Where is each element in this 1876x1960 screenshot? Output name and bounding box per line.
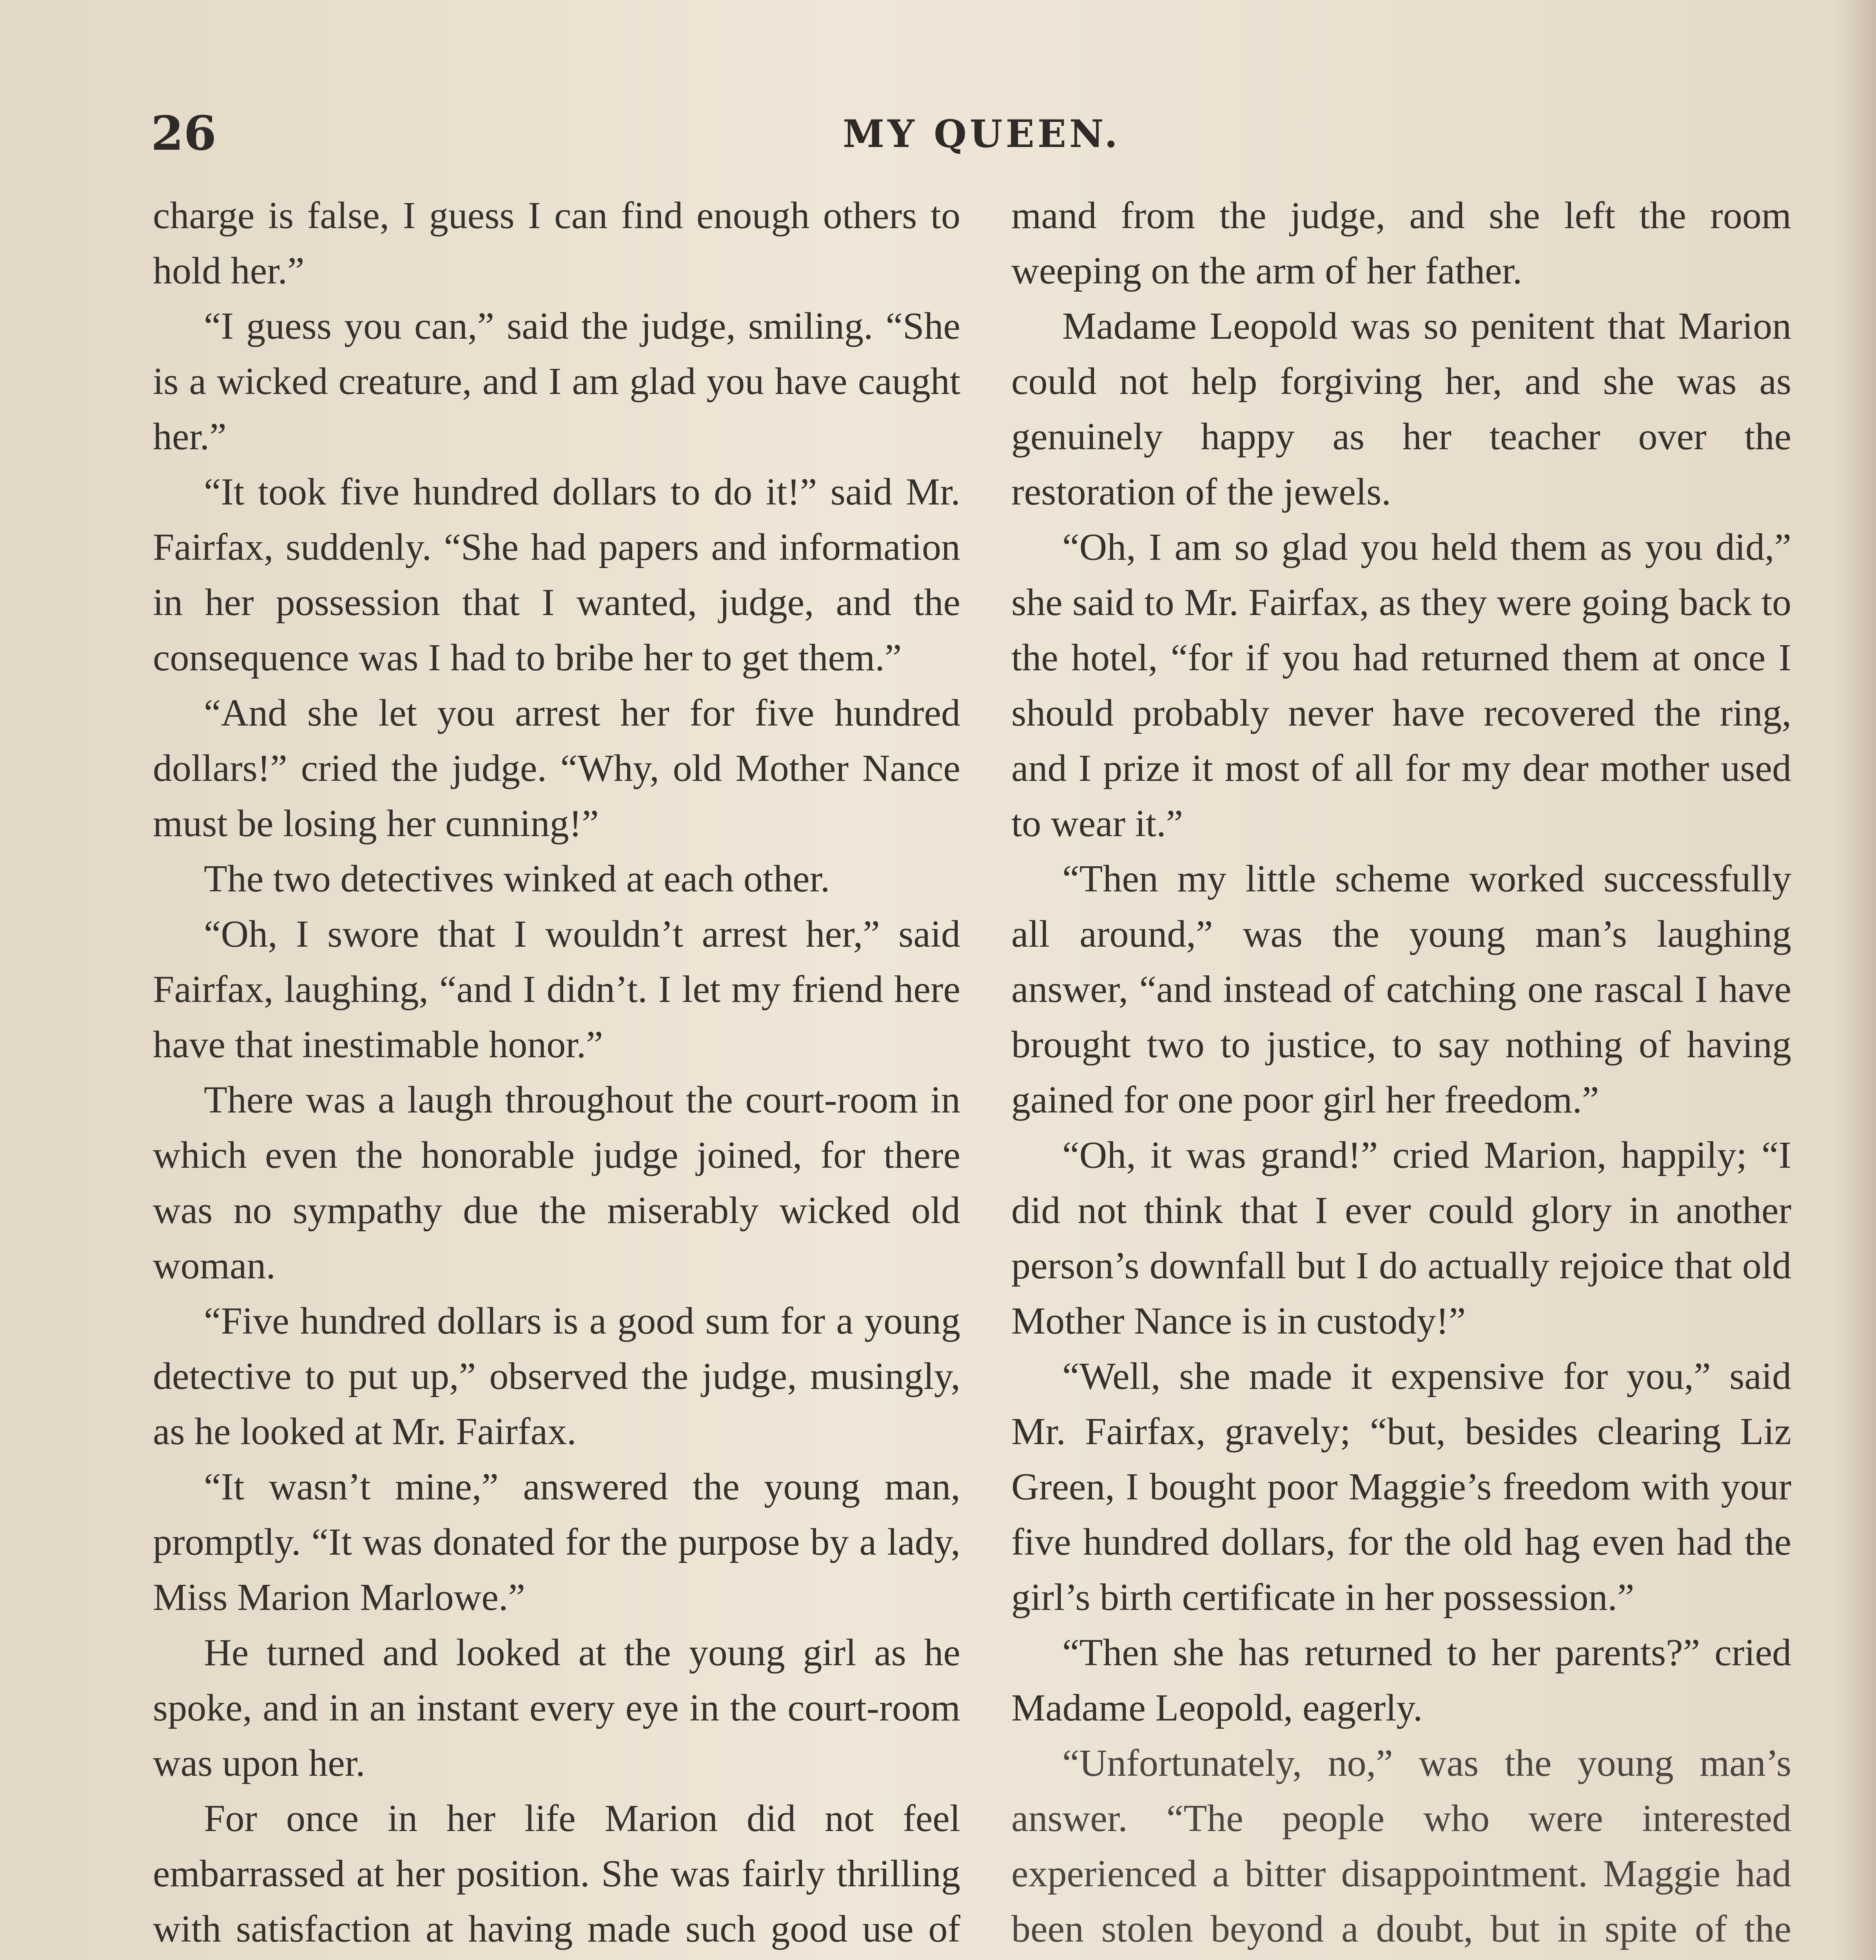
paragraph: “I guess you can,” said the judge, smiling. “She is a wicked creature, and I am glad you have caught her.” <box>153 305 960 458</box>
paragraph: “Then she has returned to her parents?” cried Madame Leopold, eagerly. <box>1011 1632 1791 1729</box>
page-number: 26 <box>151 106 216 161</box>
running-title: MY QUEEN. <box>843 112 1121 156</box>
page-edge-shadow <box>1837 0 1876 1960</box>
left-column <box>153 188 960 1960</box>
paragraph: There was a laugh throughout the court-room in which even the honorable judge joined, for there was no sympathy due the miserably wicked old woman. <box>153 1079 960 1287</box>
paragraph: He turned and looked at the young girl as he spoke, and in an instant every eye in the court-room was upon her. <box>153 1632 960 1784</box>
paragraph: “Then my little scheme worked successfully all around,” was the young man’s laughing answer, “and instead of catching one rascal I have brought two to justice, to say nothing of having gained for one poor girl her freedom.” <box>1011 858 1791 1121</box>
paragraph: charge is false, I guess I can find enough others to hold her.” <box>153 194 960 292</box>
paragraph: “And she let you arrest her for five hundred dollars!” cried the judge. “Why, old Mother Nance must be losing her cunning!” <box>153 692 960 845</box>
paragraph: “Oh, it was grand!” cried Marion, happily; “I did not think that I ever could glory in another person’s downfall but I do actually rejoice that old Mother Nance is in custody!” <box>1011 1134 1791 1342</box>
paragraph: “It took five hundred dollars to do it!” said Mr. Fairfax, suddenly. “She had papers and information in her possession that I wanted, judge, and the consequence was I had to bribe her to get them.” <box>153 471 960 679</box>
paragraph: mand from the judge, and she left the room weeping on the arm of her father. <box>1011 194 1791 292</box>
paragraph: “Well, she made it expensive for you,” said Mr. Fairfax, gravely; “but, besides clearing Liz Green, I bought poor Maggie’s freedom with your five hundred dollars, for the old hag even had the girl’s birth certificate in her possession.” <box>1011 1355 1791 1619</box>
paragraph: “Oh, I swore that I wouldn’t arrest her,” said Fairfax, laughing, “and I didn’t. I let my friend here have that inestimable honor.” <box>153 913 960 1066</box>
right-column <box>1011 188 1791 1960</box>
paragraph: “It wasn’t mine,” answered the young man, promptly. “It was donated for the purpose by a lady, Miss Marion Marlowe.” <box>153 1466 960 1619</box>
paragraph: “Five hundred dollars is a good sum for a young detective to put up,” observed the judge, musingly, as he looked at Mr. Fairfax. <box>153 1300 960 1453</box>
paragraph: “Oh, I am so glad you held them as you did,” she said to Mr. Fairfax, as they were going back to the hotel, “for if you had returned them at once I should probably never have recovered the ring, and I prize it most of all for my dear mother used to wear it.” <box>1011 526 1791 845</box>
paragraph: Madame Leopold was so penitent that Marion could not help forgiving her, and she was as genuinely happy as her teacher over the restoration of the jewels. <box>1011 305 1791 513</box>
paragraph: “Unfortunately, no,” was the young man’s answer. “The people who were interested experienced a bitter disappointment. Maggie had been stolen beyond a doubt, but in spite of the <box>1011 1742 1791 1950</box>
page-header <box>0 102 1876 180</box>
paragraph: The two detectives winked at each other. <box>204 858 830 900</box>
paragraph: For once in her life Marion did not feel embarrassed at her position. She was fairly thrilling with satisfaction at having made such good use of <box>153 1797 960 1950</box>
